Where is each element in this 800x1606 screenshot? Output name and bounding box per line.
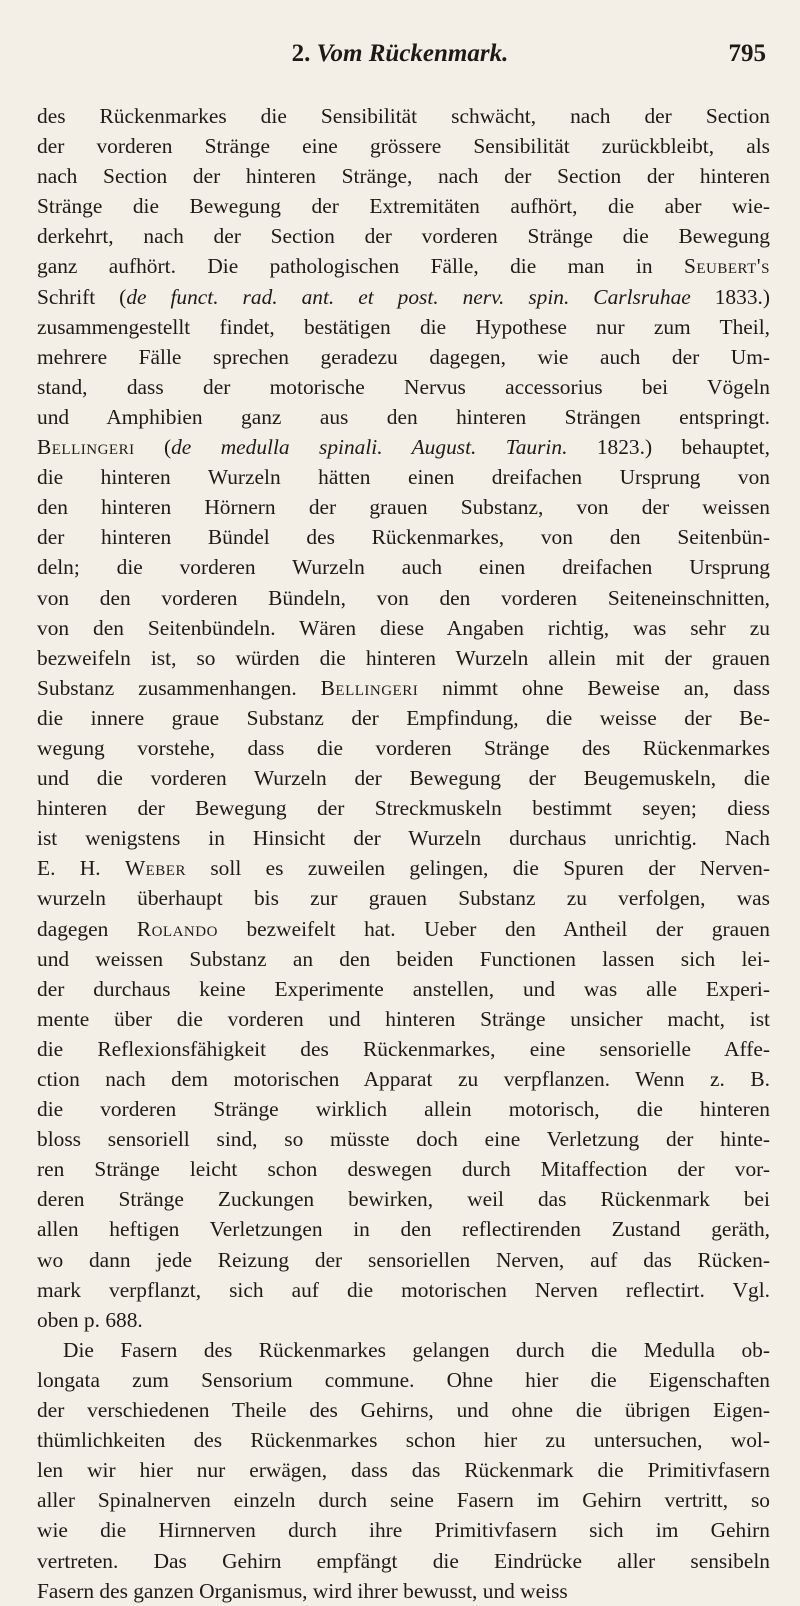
author-name: Bellingeri <box>320 675 419 700</box>
text-line <box>37 221 770 251</box>
text-segment: die hinteren Wurzeln hätten einen dreifachen Ursprung von <box>37 465 770 490</box>
text-segment: allen heftigen Verletzungen in den reflectirenden Zustand geräth, <box>37 1217 770 1242</box>
text-segment: 1823.) behauptet, <box>567 435 770 460</box>
text-line <box>37 914 770 944</box>
text-segment: die Reflexionsfähigkeit des Rückenmarkes, eine sensorielle Affe- <box>37 1036 770 1061</box>
text-line <box>37 1184 770 1214</box>
text-line <box>37 823 770 853</box>
text-line <box>37 944 770 974</box>
text-line <box>37 251 770 281</box>
text-line <box>37 1455 770 1485</box>
text-segment: Schrift ( <box>37 284 127 309</box>
text-segment: bezweifelt hat. Ueber den Antheil der grauen <box>217 916 770 941</box>
text-segment: hinteren der Bewegung der Streckmuskeln bestimmt seyen; diess <box>37 796 770 821</box>
text-segment: soll es zuweilen gelingen, die Spuren der Nerven- <box>185 856 770 881</box>
text-line <box>37 1124 770 1154</box>
text-line <box>37 1094 770 1124</box>
text-segment: mark verpflanzt, sich auf die motorischen Nerven reflectirt. Vgl. <box>37 1277 770 1302</box>
author-name: Rolando <box>136 916 218 941</box>
text-segment: die innere graue Substanz der Empfindung, die weisse der Be- <box>37 705 770 730</box>
text-segment: Die Fasern des Rückenmarkes gelangen durch die Medulla ob- <box>63 1337 770 1362</box>
text-segment: oben p. 688. <box>37 1307 143 1332</box>
text-segment: der durchaus keine Experimente anstellen, und was alle Experi- <box>37 976 770 1001</box>
text-segment: deln; die vorderen Wurzeln auch einen dreifachen Ursprung <box>37 555 770 580</box>
text-segment: die vorderen Stränge wirklich allein motorisch, die hinteren <box>37 1097 770 1122</box>
text-segment: dagegen <box>37 916 137 941</box>
text-line <box>37 282 770 312</box>
text-segment: wie die Hirnnerven durch ihre Primitivfasern sich im Gehirn <box>37 1518 770 1543</box>
text-segment: derkehrt, nach der Section der vorderen Stränge die Bewegung <box>37 224 770 249</box>
page-number: 795 <box>728 40 766 67</box>
text-line <box>37 372 770 402</box>
text-segment: wegung vorstehe, dass die vorderen Stränge des Rückenmarkes <box>37 735 770 760</box>
text-line <box>37 191 770 221</box>
author-name: Weber <box>124 856 186 881</box>
author-name: Seubert's <box>683 254 770 279</box>
text-line <box>37 1004 770 1034</box>
text-line <box>37 853 770 883</box>
text-segment: den hinteren Hörnern der grauen Substanz, von der weissen <box>37 495 770 520</box>
text-line <box>37 613 770 643</box>
text-line <box>37 1064 770 1094</box>
text-segment: von den Seitenbündeln. Wären diese Angaben richtig, was sehr zu <box>37 615 770 640</box>
text-line <box>37 1275 770 1305</box>
text-segment: der vorderen Stränge eine grössere Sensibilität zurückbleibt, als <box>37 134 770 159</box>
text-line <box>37 131 770 161</box>
text-segment: ist wenigstens in Hinsicht der Wurzeln durchaus unrichtig. Nach <box>37 826 770 851</box>
text-segment: ganz aufhört. Die pathologischen Fälle, die man in <box>37 254 684 279</box>
text-line <box>37 462 770 492</box>
text-segment: ction nach dem motorischen Apparat zu verpflanzen. Wenn z. B. <box>37 1067 770 1091</box>
text-line <box>37 1395 770 1425</box>
text-segment: stand, dass der motorische Nervus accessorius bei Vögeln <box>37 374 770 399</box>
text-line <box>37 1576 770 1606</box>
text-segment: mehrere Fälle sprechen geradezu dagegen, wie auch der Um- <box>37 344 770 369</box>
text-line <box>37 1425 770 1455</box>
text-segment: vertreten. Das Gehirn empfängt die Eindrücke aller sensibeln <box>37 1548 770 1573</box>
text-segment: der verschiedenen Theile des Gehirns, und ohne die übrigen Eigen- <box>37 1398 770 1423</box>
text-line <box>37 1365 770 1395</box>
text-line <box>37 1214 770 1244</box>
text-segment: thümlichkeiten des Rückenmarkes schon hier zu untersuchen, wol- <box>37 1428 770 1453</box>
body-text <box>37 101 770 1606</box>
text-line <box>37 733 770 763</box>
running-head <box>0 40 800 68</box>
text-segment: Substanz zusammenhangen. <box>37 675 321 700</box>
citation-title: de medulla spinali. August. Taurin. <box>171 435 568 460</box>
text-line <box>37 1485 770 1515</box>
author-name: Bellingeri <box>37 435 135 460</box>
text-segment: und Amphibien ganz aus den hinteren Strängen entspringt. <box>37 404 770 429</box>
section-number: 2. <box>291 40 311 67</box>
text-line <box>37 1034 770 1064</box>
text-line <box>37 883 770 913</box>
text-segment: wo dann jede Reizung der sensoriellen Nerven, auf das Rücken- <box>37 1247 770 1272</box>
text-line <box>37 1305 770 1335</box>
section-title: Rückenmark. <box>368 40 509 67</box>
text-line <box>37 101 770 131</box>
text-segment: Stränge die Bewegung der Extremitäten aufhört, die aber wie- <box>37 194 770 219</box>
text-segment: und weissen Substanz an den beiden Functionen lassen sich lei- <box>37 946 770 971</box>
text-line <box>37 492 770 522</box>
text-segment: bloss sensoriell sind, so müsste doch eine Verletzung der hinte- <box>37 1127 770 1152</box>
text-line <box>37 793 770 823</box>
text-segment: Fasern des ganzen Organismus, wird ihrer bewusst, und weiss <box>37 1578 568 1603</box>
text-segment: E. H. <box>37 856 125 881</box>
text-line <box>37 161 770 191</box>
text-line <box>37 1154 770 1184</box>
text-segment: wurzeln überhaupt bis zur grauen Substanz zu verfolgen, was <box>37 886 770 911</box>
text-line <box>37 402 770 432</box>
text-line <box>37 703 770 733</box>
text-line <box>37 522 770 552</box>
text-line <box>37 1515 770 1545</box>
text-line <box>37 583 770 613</box>
text-segment: zusammengestellt findet, bestätigen die Hypothese nur zum Theil, <box>37 314 770 339</box>
text-segment: deren Stränge Zuckungen bewirken, weil das Rückenmark bei <box>37 1187 770 1212</box>
text-line <box>37 1335 770 1365</box>
text-segment: bezweifeln ist, so würden die hinteren Wurzeln allein mit der grauen <box>37 645 770 670</box>
text-segment: ( <box>134 435 172 460</box>
text-segment: ren Stränge leicht schon deswegen durch Mitaffection der vor- <box>37 1157 770 1182</box>
text-segment: aller Spinalnerven einzeln durch seine Fasern im Gehirn vertritt, so <box>37 1488 770 1513</box>
text-line <box>37 673 770 703</box>
text-line <box>37 974 770 1004</box>
section-title-prefix: Vom <box>316 40 363 67</box>
text-segment: nach Section der hinteren Stränge, nach der Section der hinteren <box>37 164 770 189</box>
citation-title: de funct. rad. ant. et post. nerv. spin. Carlsruhae <box>126 284 691 309</box>
page-header <box>0 40 800 80</box>
text-segment: und die vorderen Wurzeln der Bewegung der Beugemuskeln, die <box>37 766 770 791</box>
text-segment: len wir hier nur erwägen, dass das Rückenmark die Primitivfasern <box>37 1458 770 1483</box>
text-line <box>37 342 770 372</box>
text-line <box>37 763 770 793</box>
text-line <box>37 312 770 342</box>
text-line <box>37 552 770 582</box>
text-line <box>37 1546 770 1576</box>
text-segment: mente über die vorderen und hinteren Stränge unsicher macht, ist <box>37 1006 770 1031</box>
text-segment: nimmt ohne Beweise an, dass <box>418 675 770 700</box>
text-segment: 1833.) <box>690 284 770 309</box>
text-line <box>37 432 770 462</box>
text-segment: von den vorderen Bündeln, von den vorderen Seiteneinschnitten, <box>37 585 770 610</box>
text-line <box>37 1245 770 1275</box>
text-line <box>37 643 770 673</box>
text-segment: des Rückenmarkes die Sensibilität schwächt, nach der Section <box>37 104 770 128</box>
text-segment: longata zum Sensorium commune. Ohne hier die Eigenschaften <box>37 1367 770 1392</box>
text-segment: der hinteren Bündel des Rückenmarkes, von den Seitenbün- <box>37 525 770 550</box>
